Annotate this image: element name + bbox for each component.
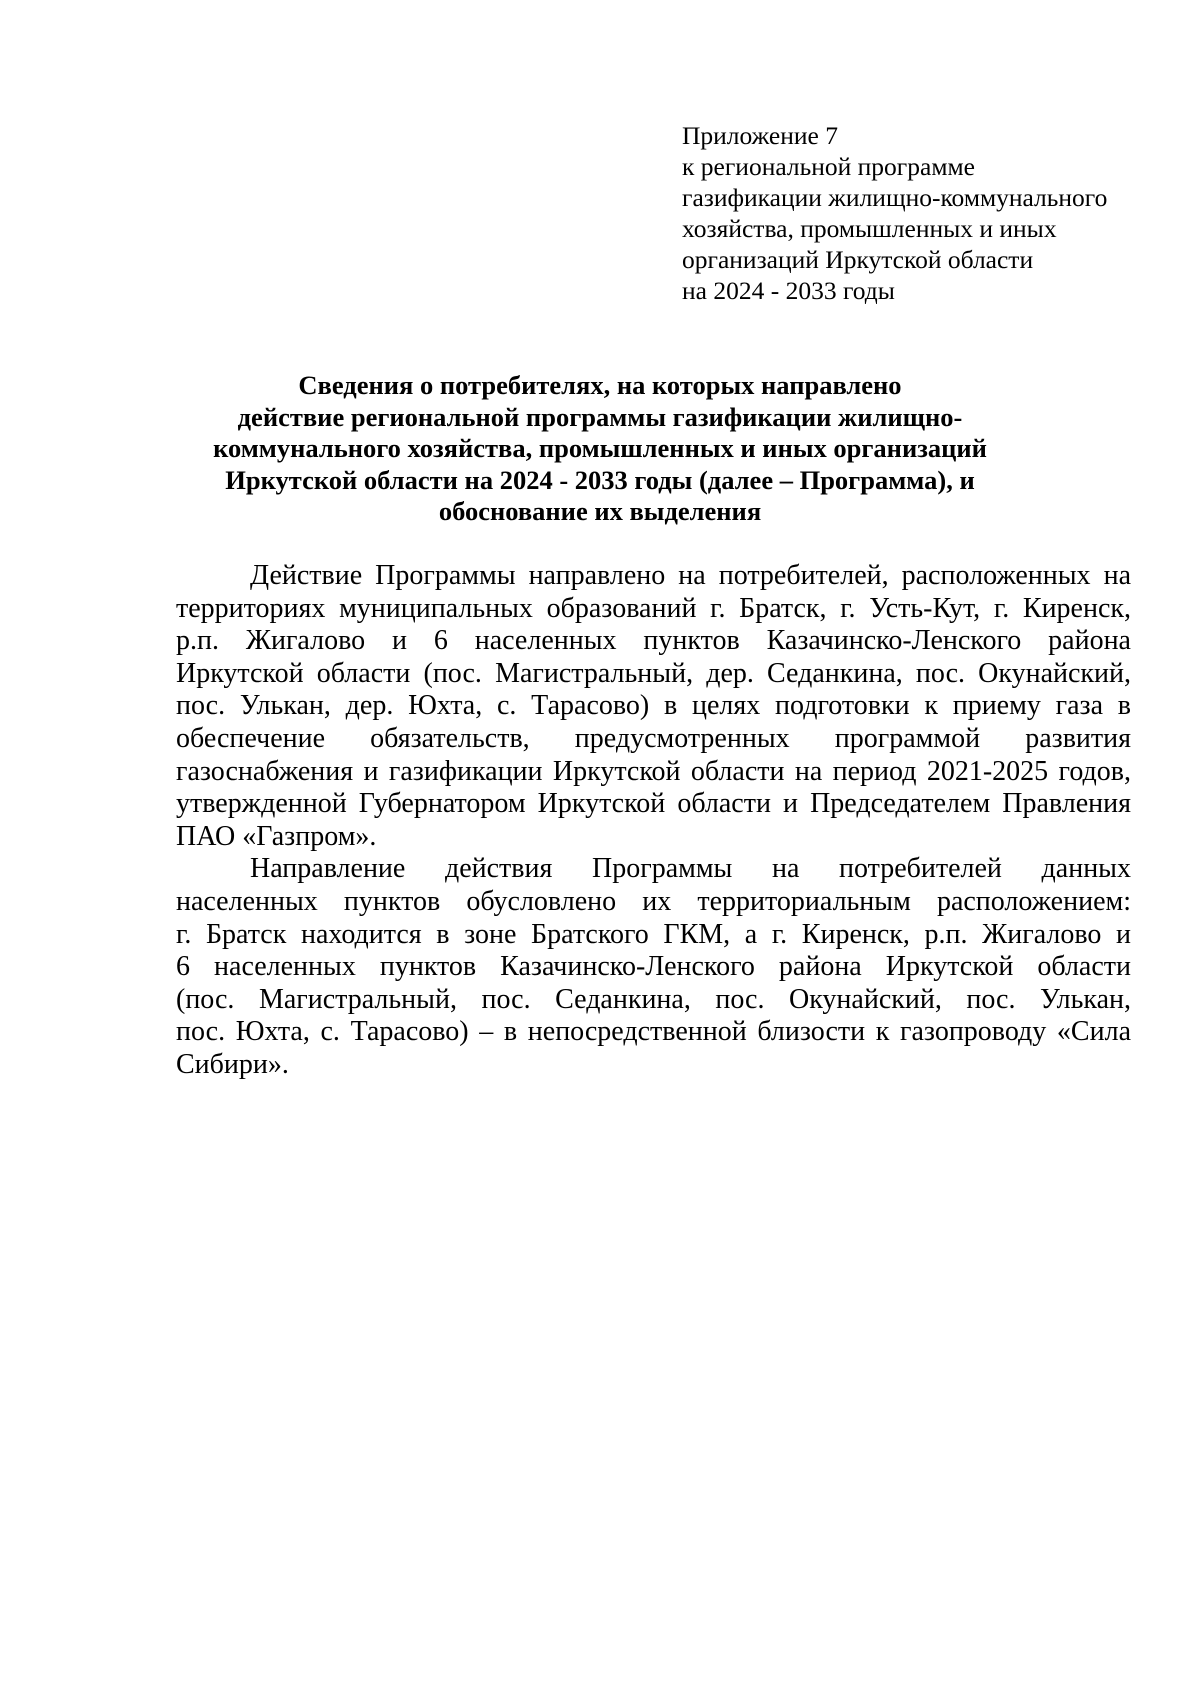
paragraph-line: (пос. Магистральный, пос. Седанкина, пос. Окунайский, пос. Улькан,	[176, 983, 1131, 1015]
paragraph-line: Направление действия Программы на потребителей данных	[250, 853, 1131, 885]
paragraph-line: пос. Улькан, дер. Юхта, с. Тарасово) в целях подготовки к приему газа в	[176, 690, 1131, 722]
title-line: действие региональной программы газификации жилищно-	[237, 401, 963, 432]
appendix-line: Приложение 7	[682, 121, 838, 150]
paragraph-line: утвержденной Губернатором Иркутской области и Председателем Правления	[176, 788, 1131, 820]
body-text	[176, 560, 1131, 1082]
paragraph-line: Иркутской области (пос. Магистральный, дер. Седанкина, пос. Окунайский,	[176, 657, 1131, 689]
title-line: обоснование их выделения	[438, 496, 762, 526]
paragraph-line: г. Братск находится в зоне Братского ГКМ, а г. Киренск, р.п. Жигалово и	[176, 918, 1131, 950]
title-line: Иркутской области на 2024 - 2033 годы (далее – Программа), и	[225, 464, 975, 495]
paragraph-line: территориях муниципальных образований г. Братск, г. Усть-Кут, г. Киренск,	[176, 592, 1131, 624]
appendix-line: на 2024 - 2033 годы	[682, 276, 895, 305]
appendix-line: хозяйства, промышленных и иных	[682, 214, 1057, 243]
paragraph-line: р.п. Жигалово и 6 населенных пунктов Казачинско-Ленского района	[176, 625, 1131, 657]
title-line: Сведения о потребителях, на которых направлено	[298, 370, 902, 400]
paragraph-line: ПАО «Газпром».	[176, 820, 377, 852]
paragraph-line: Сибири».	[176, 1048, 289, 1080]
paragraph-line: обеспечение обязательств, предусмотренных программой развития	[176, 722, 1131, 754]
title-line: коммунального хозяйства, промышленных и иных организаций	[213, 433, 987, 463]
document-title	[160, 370, 1040, 528]
paragraph-line: 6 населенных пунктов Казачинско-Ленского района Иркутской области	[176, 951, 1131, 983]
paragraph-line: Действие Программы направлено на потребителей, расположенных на	[250, 560, 1131, 591]
paragraph-line: пос. Юхта, с. Тарасово) – в непосредственной близости к газопроводу «Сила	[176, 1016, 1131, 1048]
paragraph-2	[176, 853, 1131, 1081]
appendix-line: газификации жилищно-коммунального	[682, 183, 1108, 212]
appendix-line: к региональной программе	[682, 152, 975, 181]
paragraph-line: газоснабжения и газификации Иркутской области на период 2021-2025 годов,	[176, 755, 1131, 787]
paragraph-line: населенных пунктов обусловлено их территориальным расположением:	[176, 885, 1131, 917]
paragraph-1	[176, 560, 1131, 853]
appendix-line: организаций Иркутской области	[682, 245, 1034, 274]
appendix-header	[682, 120, 1162, 306]
